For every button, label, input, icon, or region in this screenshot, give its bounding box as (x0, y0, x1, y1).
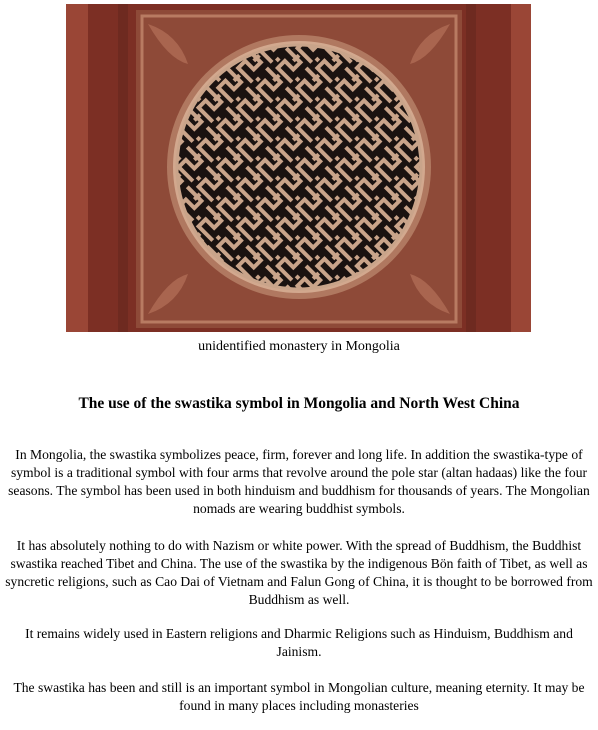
paragraph-2: It has absolutely nothing to do with Nazism or white power. With the spread of Buddhism, the Buddhist swastika reached Tibet and China. The use of the swastika by the indigenous Bön faith of Tibet, as well as syncretic religions, such as Cao Dai of Vietnam and Falun Gong of China, it is thought to be borrowed from Buddhism as well. (5, 538, 593, 607)
paragraph-1: In Mongolia, the swastika symbolizes peace, firm, forever and long life. In addition the swastika-type of symbol is a traditional symbol with four arms that revolve around the pole star (altan hadaas) like the four seasons. The symbol has been used in both hinduism and buddhism for thousands of years. The Mongolian nomads are wearing buddhist symbols. (8, 447, 590, 516)
paragraph-3: It remains widely used in Eastern religions and Dharmic Religions such as Hinduism, Buddhism and Jainism. (25, 626, 573, 659)
section-heading: The use of the swastika symbol in Mongolia and North West China (78, 395, 520, 412)
figure-caption: unidentified monastery in Mongolia (198, 339, 400, 354)
paragraph-4: The swastika has been and still is an important symbol in Mongolian culture, meaning eternity. It may be found in many places including monasteries (13, 680, 585, 713)
monastery-window-photo (66, 4, 531, 332)
